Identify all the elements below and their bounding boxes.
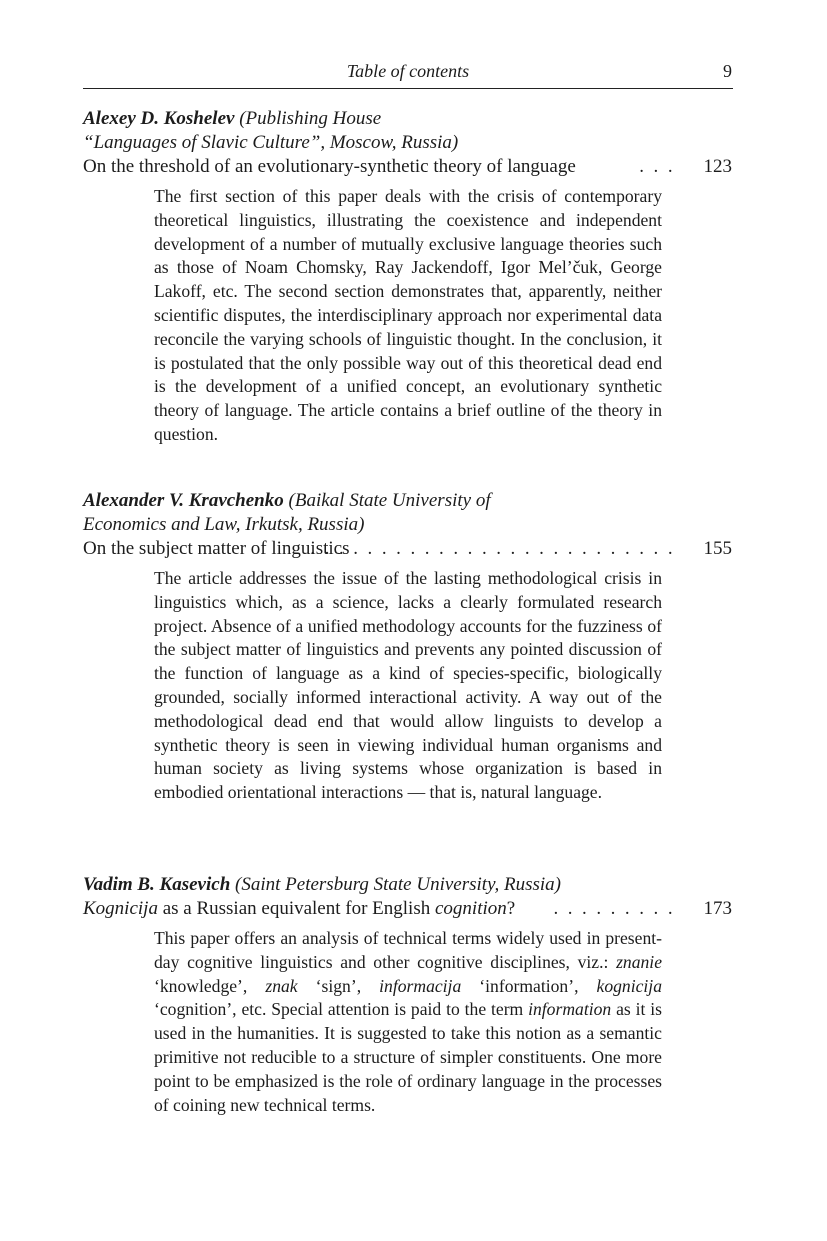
entry-title[interactable] [83,897,515,921]
running-head [83,60,733,89]
abstract-term: kognicija [596,975,662,996]
page-number: 9 [723,61,732,81]
abstract: The article addresses the issue of the lasting methodological crisis in linguistics which, as a science, lacks a clearly formulated research project. Absence of a unified methodology accounts for the fuzziness of the subject matter of linguistics and prevents any pointed discussion of the function of language as a kind of species-specific, biologically grounded, socially informed interactional activity. A way out of the methodological dead end that would allow linguists to develop a synthetic theory is seen in viewing individual human organisms and human society as living systems whose organization is based in embodied orientational interactions — that is, natural language. [154,568,662,803]
abstract-text: ‘information’, [461,975,597,996]
abstract-text: ‘cognition’, etc. Special attention is paid to the term [154,999,529,1020]
abstract: The first section of this paper deals with the crisis of contemporary theoretical linguistics, illustrating the coexistence and independent development of a number of mutually exclusive language theories such as those of Noam Chomsky, Ray Jackendoff, Igor Mel’čuk, George Lakoff, etc. The second section demonstrates that, apparently, neither scientific disputes, the interdisciplinary approach nor experimental data reconcile the varying schools of linguistic thought. In the conclusion, it is postulated that the only possible way out of this theoretical dead end is the development of a unified concept, an evolutionary synthetic theory of language. The article contains a brief outline of the theory in question. [154,186,662,444]
dot-leader: . . . . . . . . . [553,898,675,919]
dot-leader: . . . . . . . . . . . . . . . . . . . . . . . . . . [310,538,675,559]
entry-page-number[interactable]: 173 [703,898,732,919]
entry-title[interactable]: On the threshold of an evolutionary-synthetic theory of language [83,156,576,177]
entry-title-line[interactable] [83,537,733,561]
affiliation-line: “Languages of Slavic Culture”, Moscow, Russia) [83,132,459,153]
abstract [154,927,662,1117]
author-line [83,873,733,897]
abstract-term: informacija [379,975,462,996]
author-name: Alexey D. Koshelev [83,108,235,129]
entry-title[interactable]: On the subject matter of linguistics [83,538,350,559]
author-name: Vadim B. Kasevich [83,874,231,895]
abstract-text: This paper offers an analysis of technical terms widely used in present-day cognitive linguistics and other cognitive disciplines, viz.: [154,928,662,972]
toc-entry [83,107,733,447]
entry-title-line[interactable] [83,155,733,179]
abstract-term: information [528,999,612,1020]
toc-entry [83,873,733,1117]
abstract-text: as it is used in the humanities. It is suggested to take this notion as a semantic primitive not reducible to a structure of simpler constituents. One more point to be emphasized is the role of ordinary language in the processes of coining new technical terms. [154,999,662,1115]
abstract-text: ‘sign’, [297,975,380,996]
entry-title-italic: Kognicija [83,898,158,919]
entry-page-number[interactable]: 155 [703,538,732,559]
affiliation-line: Economics and Law, Irkutsk, Russia) [83,514,365,535]
affiliation: (Publishing House [239,108,382,129]
entry-title-roman: as a Russian equivalent for English [157,898,435,919]
author-line [83,107,733,131]
entry-title-line[interactable] [83,897,733,921]
author-name: Alexander V. Kravchenko [83,490,284,511]
entry-title-roman: ? [506,898,516,919]
abstract-term: znak [265,975,298,996]
abstract-text: ‘knowledge’, [154,975,266,996]
toc-entry [83,489,733,805]
entry-title-italic: cognition [434,898,507,919]
author-line [83,489,733,513]
abstract-term: znanie [616,951,662,972]
dot-leader: . . . [639,156,675,177]
affiliation: (Saint Petersburg State University, Russia) [235,874,561,895]
running-title: Table of contents [346,61,470,81]
entry-page-number[interactable]: 123 [703,156,732,177]
affiliation: (Baikal State University of [288,490,491,511]
